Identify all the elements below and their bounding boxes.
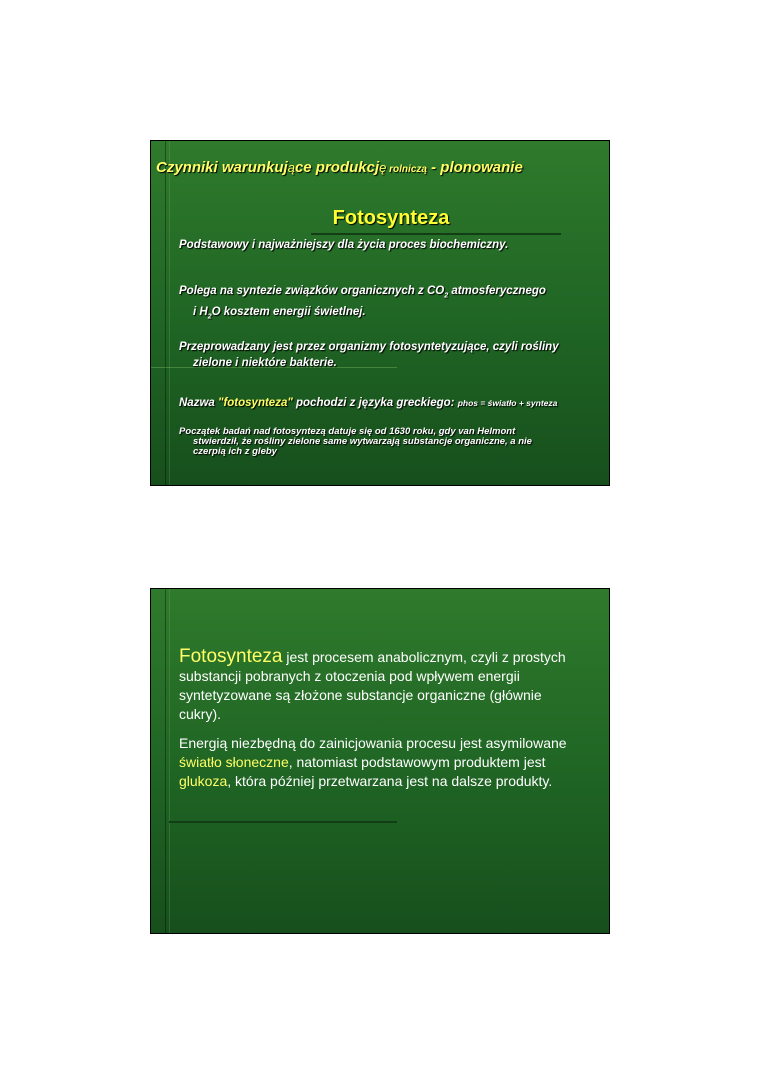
decorative-line <box>169 821 397 823</box>
paragraph-2: Polega na syntezie związków organicznych z $CO_2$ atmosferycznego i $H_2O$ kosztem energii świetlnej. <box>179 285 546 321</box>
decorative-line <box>165 589 166 933</box>
highlight-term: Fotosynteza <box>179 646 283 667</box>
paragraph-5: Początek badań nad fotosyntezą datuje się od 1630 roku, gdy van Helmont stwierdził, że rośliny zielone same wytwarzają substancje organiczne, a nie czerpią ich z gleby <box>179 426 532 457</box>
slide-1 <box>150 140 610 486</box>
paragraph-1: Fotosynteza jest procesem anabolicznym, czyli z prostych substancji pobranych z otoczenia pod wpływem energii syntetyzowane są złożone substancje organiczne (głównie cukry). <box>179 646 566 722</box>
paragraph-2: Energią niezbędną do zainicjowania procesu jest asymilowane światło słoneczne, natomiast podstawowym produktem jest glukoza, która później przetwarzana jest na dalsze produkty. <box>179 735 567 789</box>
paragraph-1: Podstawowy i najważniejszy dla życia proces biochemiczny. <box>179 239 509 251</box>
slide-heading: Fotosynteza <box>332 207 450 229</box>
paragraph-4: Nazwa "fotosynteza" pochodzi z języka greckiego: phos = światło + synteza <box>179 397 558 409</box>
decorative-line <box>165 141 166 485</box>
paragraph-3: Przeprowadzany jest przez organizmy fotosyntetyzujące, czyli rośliny zielone i niektóre bakterie. <box>179 341 559 369</box>
decorative-line <box>169 141 170 485</box>
slide-2 <box>150 588 610 934</box>
decorative-line <box>169 589 170 933</box>
decorative-line <box>311 233 561 235</box>
slide-title: Czynniki warunkujące produkcję rolniczą - plonowanie <box>156 159 523 176</box>
